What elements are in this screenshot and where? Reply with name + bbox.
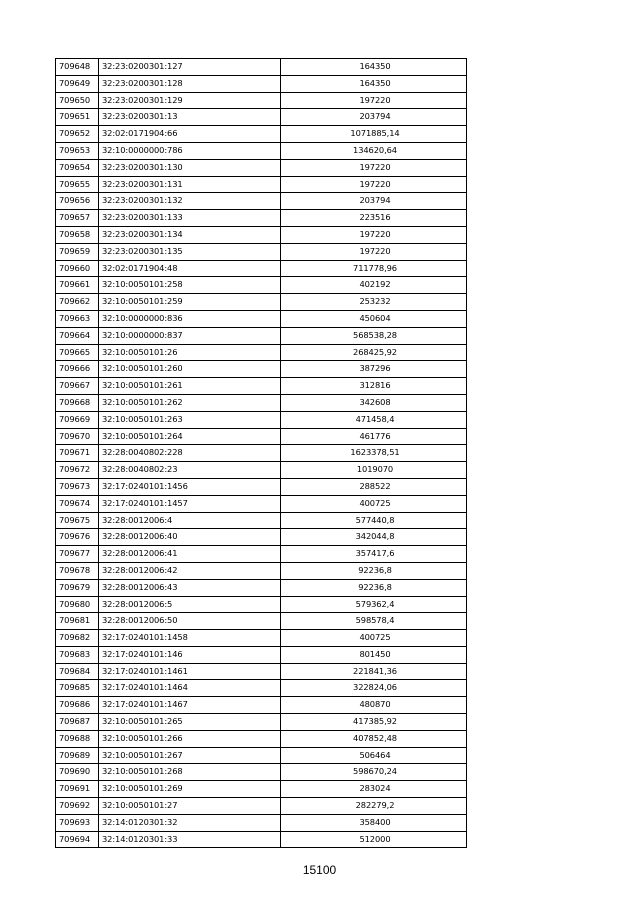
value-cell: 164350 bbox=[281, 59, 467, 76]
row-id-cell: 709650 bbox=[56, 92, 99, 109]
value-cell: 417385,92 bbox=[281, 714, 467, 731]
cadastral-number-cell: 32:10:0050101:258 bbox=[99, 277, 281, 294]
value-cell: 471458,4 bbox=[281, 411, 467, 428]
table-row bbox=[56, 411, 467, 428]
table-row bbox=[56, 159, 467, 176]
cadastral-number-cell: 32:10:0050101:265 bbox=[99, 714, 281, 731]
cadastral-number-cell: 32:23:0200301:13 bbox=[99, 109, 281, 126]
row-id-cell: 709667 bbox=[56, 378, 99, 395]
cadastral-number-cell: 32:23:0200301:133 bbox=[99, 210, 281, 227]
cadastral-number-cell: 32:28:0012006:42 bbox=[99, 562, 281, 579]
cadastral-number-cell: 32:17:0240101:1461 bbox=[99, 663, 281, 680]
cadastral-number-cell: 32:23:0200301:130 bbox=[99, 159, 281, 176]
row-id-cell: 709689 bbox=[56, 747, 99, 764]
row-id-cell: 709678 bbox=[56, 562, 99, 579]
cadastral-number-cell: 32:28:0012006:40 bbox=[99, 529, 281, 546]
cadastral-number-cell: 32:10:0050101:26 bbox=[99, 344, 281, 361]
value-cell: 450604 bbox=[281, 310, 467, 327]
row-id-cell: 709684 bbox=[56, 663, 99, 680]
value-cell: 203794 bbox=[281, 109, 467, 126]
row-id-cell: 709693 bbox=[56, 814, 99, 831]
cadastral-number-cell: 32:10:0000000:837 bbox=[99, 327, 281, 344]
table-row bbox=[56, 59, 467, 76]
row-id-cell: 709652 bbox=[56, 126, 99, 143]
row-id-cell: 709690 bbox=[56, 764, 99, 781]
cadastral-number-cell: 32:23:0200301:135 bbox=[99, 243, 281, 260]
value-cell: 598670,24 bbox=[281, 764, 467, 781]
value-cell: 223516 bbox=[281, 210, 467, 227]
row-id-cell: 709660 bbox=[56, 260, 99, 277]
value-cell: 711778,96 bbox=[281, 260, 467, 277]
table-row bbox=[56, 361, 467, 378]
value-cell: 512000 bbox=[281, 831, 467, 848]
value-cell: 480870 bbox=[281, 697, 467, 714]
table-row bbox=[56, 260, 467, 277]
cadastral-number-cell: 32:28:0012006:41 bbox=[99, 546, 281, 563]
value-cell: 283024 bbox=[281, 781, 467, 798]
value-cell: 1019070 bbox=[281, 462, 467, 479]
row-id-cell: 709654 bbox=[56, 159, 99, 176]
cadastral-number-cell: 32:28:0012006:50 bbox=[99, 613, 281, 630]
cadastral-number-cell: 32:23:0200301:129 bbox=[99, 92, 281, 109]
row-id-cell: 709666 bbox=[56, 361, 99, 378]
value-cell: 288522 bbox=[281, 478, 467, 495]
table-row bbox=[56, 344, 467, 361]
table-row bbox=[56, 562, 467, 579]
value-cell: 342608 bbox=[281, 394, 467, 411]
table-row bbox=[56, 394, 467, 411]
table-row bbox=[56, 714, 467, 731]
table-row bbox=[56, 176, 467, 193]
table-row bbox=[56, 613, 467, 630]
row-id-cell: 709682 bbox=[56, 630, 99, 647]
row-id-cell: 709668 bbox=[56, 394, 99, 411]
value-cell: 197220 bbox=[281, 176, 467, 193]
row-id-cell: 709680 bbox=[56, 596, 99, 613]
table-row bbox=[56, 798, 467, 815]
row-id-cell: 709673 bbox=[56, 478, 99, 495]
table-row bbox=[56, 75, 467, 92]
cadastral-number-cell: 32:10:0050101:263 bbox=[99, 411, 281, 428]
table-row bbox=[56, 697, 467, 714]
table-row bbox=[56, 781, 467, 798]
cadastral-number-cell: 32:10:0000000:786 bbox=[99, 142, 281, 159]
table-row bbox=[56, 478, 467, 495]
cadastral-number-cell: 32:10:0050101:27 bbox=[99, 798, 281, 815]
value-cell: 598578,4 bbox=[281, 613, 467, 630]
row-id-cell: 709659 bbox=[56, 243, 99, 260]
value-cell: 407852,48 bbox=[281, 730, 467, 747]
table-row bbox=[56, 445, 467, 462]
table-row bbox=[56, 596, 467, 613]
value-cell: 1623378,51 bbox=[281, 445, 467, 462]
table-row bbox=[56, 663, 467, 680]
cadastral-value-table bbox=[55, 58, 467, 848]
table-row bbox=[56, 512, 467, 529]
cadastral-number-cell: 32:28:0012006:4 bbox=[99, 512, 281, 529]
value-cell: 801450 bbox=[281, 646, 467, 663]
table-row bbox=[56, 226, 467, 243]
row-id-cell: 709676 bbox=[56, 529, 99, 546]
table-row bbox=[56, 193, 467, 210]
cadastral-number-cell: 32:02:0171904:66 bbox=[99, 126, 281, 143]
table-row bbox=[56, 428, 467, 445]
row-id-cell: 709658 bbox=[56, 226, 99, 243]
row-id-cell: 709669 bbox=[56, 411, 99, 428]
row-id-cell: 709656 bbox=[56, 193, 99, 210]
table-row bbox=[56, 142, 467, 159]
table-row bbox=[56, 546, 467, 563]
row-id-cell: 709677 bbox=[56, 546, 99, 563]
value-cell: 568538,28 bbox=[281, 327, 467, 344]
value-cell: 197220 bbox=[281, 92, 467, 109]
page-number: 15100 bbox=[302, 863, 337, 877]
table-row bbox=[56, 109, 467, 126]
value-cell: 461776 bbox=[281, 428, 467, 445]
value-cell: 164350 bbox=[281, 75, 467, 92]
cadastral-number-cell: 32:10:0050101:268 bbox=[99, 764, 281, 781]
cadastral-number-cell: 32:10:0050101:266 bbox=[99, 730, 281, 747]
row-id-cell: 709679 bbox=[56, 579, 99, 596]
row-id-cell: 709675 bbox=[56, 512, 99, 529]
table-row bbox=[56, 764, 467, 781]
value-cell: 387296 bbox=[281, 361, 467, 378]
table-row bbox=[56, 210, 467, 227]
table-row bbox=[56, 730, 467, 747]
table-row bbox=[56, 495, 467, 512]
table-row bbox=[56, 294, 467, 311]
value-cell: 402192 bbox=[281, 277, 467, 294]
value-cell: 579362,4 bbox=[281, 596, 467, 613]
table-row bbox=[56, 680, 467, 697]
value-cell: 203794 bbox=[281, 193, 467, 210]
row-id-cell: 709694 bbox=[56, 831, 99, 848]
row-id-cell: 709691 bbox=[56, 781, 99, 798]
cadastral-number-cell: 32:17:0240101:146 bbox=[99, 646, 281, 663]
value-cell: 358400 bbox=[281, 814, 467, 831]
row-id-cell: 709671 bbox=[56, 445, 99, 462]
table-row bbox=[56, 277, 467, 294]
cadastral-number-cell: 32:23:0200301:131 bbox=[99, 176, 281, 193]
cadastral-number-cell: 32:10:0050101:260 bbox=[99, 361, 281, 378]
row-id-cell: 709692 bbox=[56, 798, 99, 815]
cadastral-number-cell: 32:28:0012006:5 bbox=[99, 596, 281, 613]
row-id-cell: 709665 bbox=[56, 344, 99, 361]
row-id-cell: 709688 bbox=[56, 730, 99, 747]
cadastral-number-cell: 32:17:0240101:1457 bbox=[99, 495, 281, 512]
table-row bbox=[56, 646, 467, 663]
table-row bbox=[56, 310, 467, 327]
value-cell: 92236,8 bbox=[281, 579, 467, 596]
row-id-cell: 709649 bbox=[56, 75, 99, 92]
value-cell: 197220 bbox=[281, 159, 467, 176]
row-id-cell: 709683 bbox=[56, 646, 99, 663]
cadastral-number-cell: 32:28:0012006:43 bbox=[99, 579, 281, 596]
table-body bbox=[56, 59, 467, 848]
row-id-cell: 709648 bbox=[56, 59, 99, 76]
cadastral-number-cell: 32:10:0050101:264 bbox=[99, 428, 281, 445]
cadastral-number-cell: 32:14:0120301:33 bbox=[99, 831, 281, 848]
cadastral-number-cell: 32:02:0171904:48 bbox=[99, 260, 281, 277]
value-cell: 253232 bbox=[281, 294, 467, 311]
cadastral-number-cell: 32:17:0240101:1464 bbox=[99, 680, 281, 697]
value-cell: 577440,8 bbox=[281, 512, 467, 529]
row-id-cell: 709685 bbox=[56, 680, 99, 697]
value-cell: 134620,64 bbox=[281, 142, 467, 159]
table-row bbox=[56, 378, 467, 395]
row-id-cell: 709651 bbox=[56, 109, 99, 126]
table-row bbox=[56, 243, 467, 260]
row-id-cell: 709670 bbox=[56, 428, 99, 445]
cadastral-number-cell: 32:28:0040802:23 bbox=[99, 462, 281, 479]
table-row bbox=[56, 630, 467, 647]
cadastral-number-cell: 32:10:0050101:259 bbox=[99, 294, 281, 311]
value-cell: 221841,36 bbox=[281, 663, 467, 680]
cadastral-number-cell: 32:10:0050101:262 bbox=[99, 394, 281, 411]
value-cell: 92236,8 bbox=[281, 562, 467, 579]
row-id-cell: 709657 bbox=[56, 210, 99, 227]
row-id-cell: 709674 bbox=[56, 495, 99, 512]
cadastral-number-cell: 32:17:0240101:1467 bbox=[99, 697, 281, 714]
table-row bbox=[56, 579, 467, 596]
table-row bbox=[56, 831, 467, 848]
value-cell: 1071885,14 bbox=[281, 126, 467, 143]
cadastral-number-cell: 32:10:0000000:836 bbox=[99, 310, 281, 327]
row-id-cell: 709681 bbox=[56, 613, 99, 630]
value-cell: 506464 bbox=[281, 747, 467, 764]
cadastral-number-cell: 32:23:0200301:127 bbox=[99, 59, 281, 76]
row-id-cell: 709653 bbox=[56, 142, 99, 159]
table-row bbox=[56, 126, 467, 143]
value-cell: 342044,8 bbox=[281, 529, 467, 546]
row-id-cell: 709686 bbox=[56, 697, 99, 714]
cadastral-number-cell: 32:23:0200301:134 bbox=[99, 226, 281, 243]
row-id-cell: 709655 bbox=[56, 176, 99, 193]
row-id-cell: 709662 bbox=[56, 294, 99, 311]
value-cell: 197220 bbox=[281, 226, 467, 243]
table-row bbox=[56, 747, 467, 764]
value-cell: 312816 bbox=[281, 378, 467, 395]
table-row bbox=[56, 529, 467, 546]
value-cell: 400725 bbox=[281, 630, 467, 647]
row-id-cell: 709687 bbox=[56, 714, 99, 731]
row-id-cell: 709661 bbox=[56, 277, 99, 294]
cadastral-number-cell: 32:10:0050101:267 bbox=[99, 747, 281, 764]
cadastral-number-cell: 32:14:0120301:32 bbox=[99, 814, 281, 831]
row-id-cell: 709663 bbox=[56, 310, 99, 327]
cadastral-number-cell: 32:17:0240101:1458 bbox=[99, 630, 281, 647]
cadastral-number-cell: 32:23:0200301:128 bbox=[99, 75, 281, 92]
table-row bbox=[56, 327, 467, 344]
value-cell: 197220 bbox=[281, 243, 467, 260]
cadastral-number-cell: 32:23:0200301:132 bbox=[99, 193, 281, 210]
value-cell: 400725 bbox=[281, 495, 467, 512]
table-row bbox=[56, 92, 467, 109]
table-row bbox=[56, 814, 467, 831]
table-row bbox=[56, 462, 467, 479]
value-cell: 322824,06 bbox=[281, 680, 467, 697]
row-id-cell: 709672 bbox=[56, 462, 99, 479]
cadastral-number-cell: 32:10:0050101:261 bbox=[99, 378, 281, 395]
cadastral-number-cell: 32:17:0240101:1456 bbox=[99, 478, 281, 495]
value-cell: 357417,6 bbox=[281, 546, 467, 563]
cadastral-number-cell: 32:28:0040802:228 bbox=[99, 445, 281, 462]
row-id-cell: 709664 bbox=[56, 327, 99, 344]
cadastral-number-cell: 32:10:0050101:269 bbox=[99, 781, 281, 798]
value-cell: 268425,92 bbox=[281, 344, 467, 361]
value-cell: 282279,2 bbox=[281, 798, 467, 815]
